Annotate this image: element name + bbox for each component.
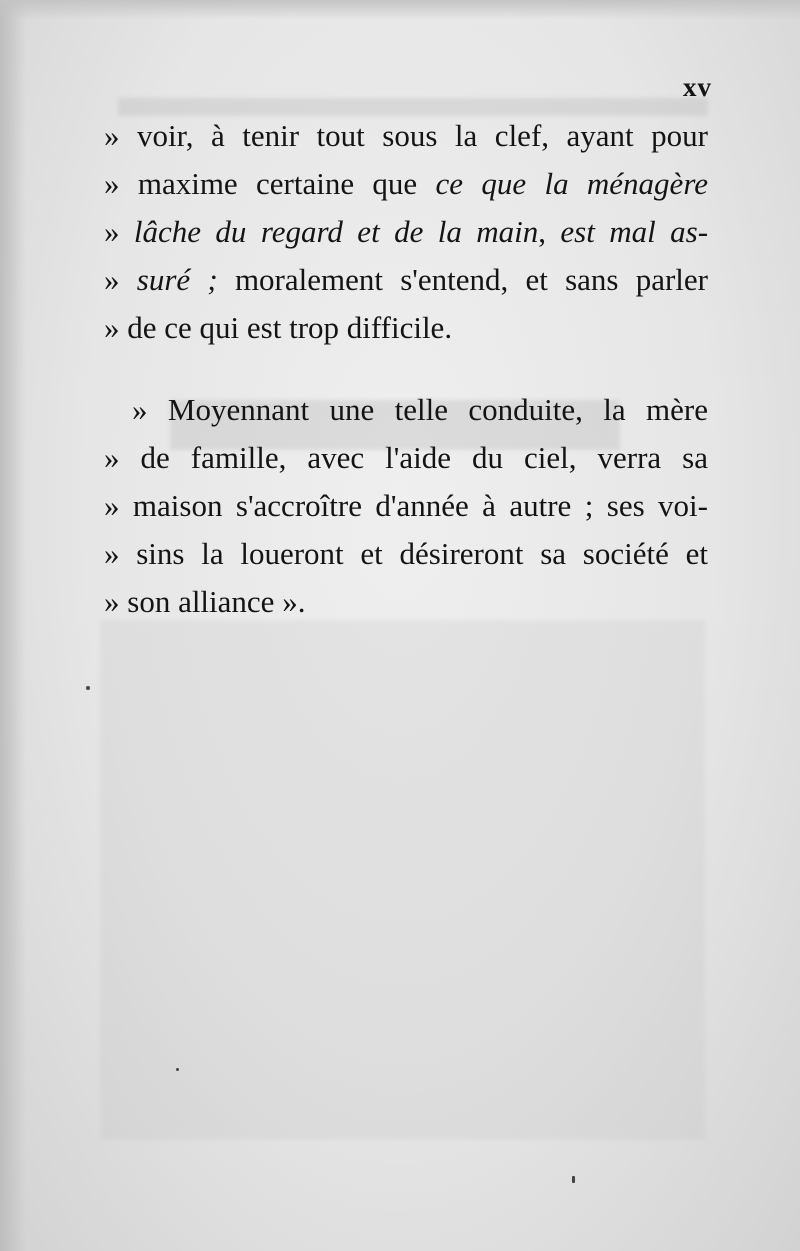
- line-text: » Moyennant une telle conduite, la mère: [132, 392, 708, 427]
- line-text: »: [104, 214, 134, 249]
- text-line: [104, 116, 708, 156]
- ink-speck: [572, 1176, 575, 1183]
- text-line: [104, 308, 708, 348]
- italic-text: lâche du regard et de la main: [133, 214, 539, 249]
- line-text: » voir, à tenir tout sous la clef, ayant pour: [104, 118, 708, 153]
- text-line: [104, 260, 708, 300]
- line-text: ,: [538, 214, 561, 249]
- bleed-through-band: [100, 620, 705, 1140]
- line-text: » de famille, avec l'aide du ciel, verra sa: [104, 440, 708, 475]
- line-text: » son alliance ».: [104, 584, 306, 619]
- text-line: [104, 486, 708, 526]
- text-line: [104, 164, 708, 204]
- line-text: » maxime certaine que: [104, 166, 436, 201]
- text-line: [104, 582, 708, 622]
- text-line: [104, 534, 708, 574]
- italic-text: ce que la ménagère: [435, 166, 708, 201]
- line-text: » maison s'accroître d'année à autre ; ses voi-: [104, 488, 708, 523]
- text-line: [104, 212, 708, 252]
- bleed-through-band: [118, 98, 708, 116]
- ink-speck: [86, 686, 90, 690]
- line-text: » de ce qui est trop difficile.: [104, 310, 453, 345]
- line-text: moralement s'entend, et sans parler: [217, 262, 709, 297]
- italic-text: suré ;: [136, 262, 218, 297]
- page-top-shadow: [0, 0, 800, 20]
- page-number: xv: [683, 72, 712, 102]
- italic-text: est mal as-: [560, 214, 709, 249]
- text-line: [132, 390, 708, 430]
- line-text: » sins la loueront et désireront sa société et: [104, 536, 708, 571]
- text-line: [104, 438, 708, 478]
- line-text: »: [104, 262, 137, 297]
- page-edge-shadow: [0, 0, 26, 1251]
- ink-speck: [176, 1068, 179, 1071]
